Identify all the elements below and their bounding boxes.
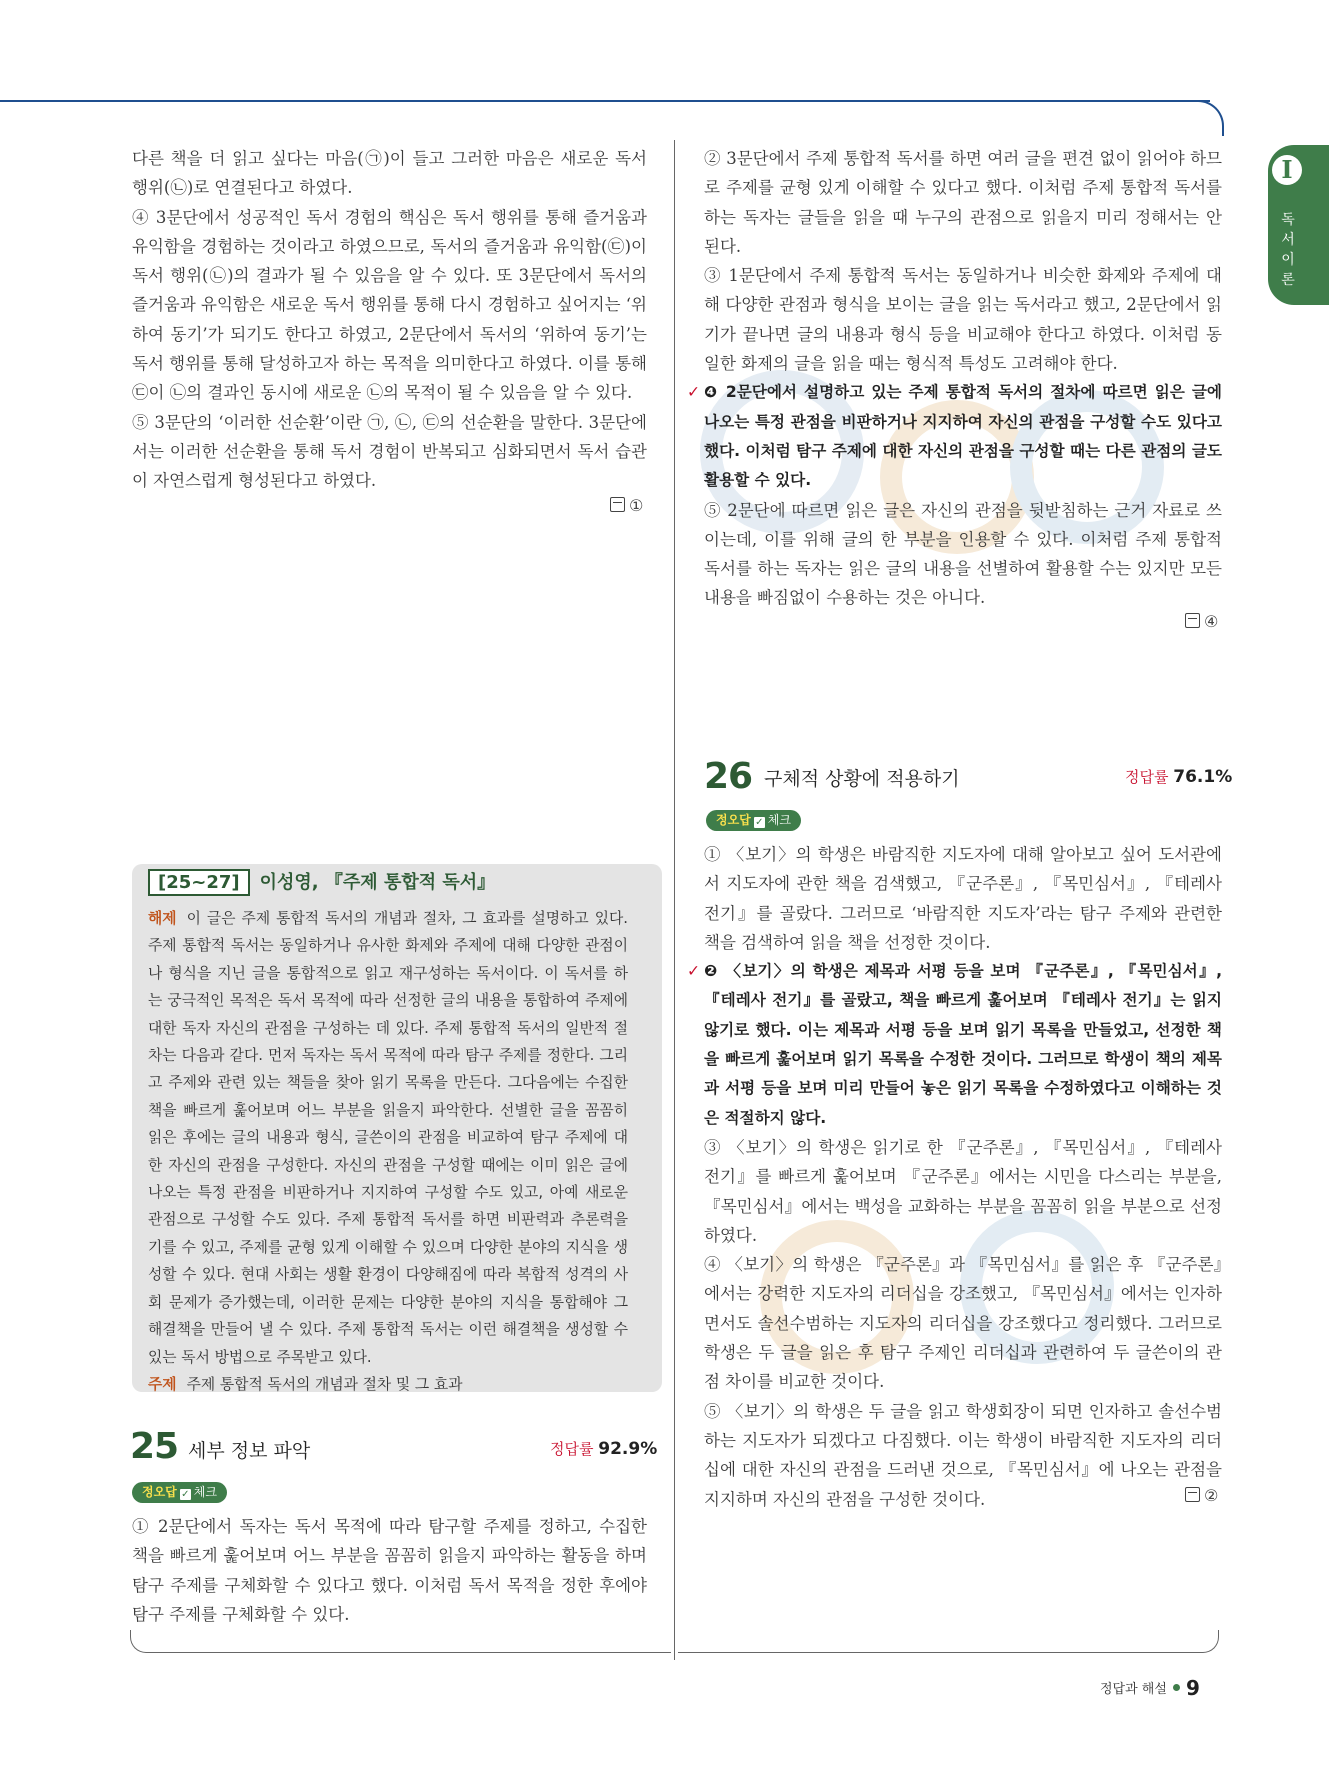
question-number: 26	[704, 756, 753, 797]
answer-icon	[1185, 1487, 1200, 1502]
answer-value: ①	[629, 496, 644, 515]
juje-label: 주제	[148, 1375, 177, 1393]
correct-choice-text: ❹ 2문단에서 설명하고 있는 주제 통합적 독서의 절차에 따르면 읽은 글에 나오는 특정 관점을 비판하거나 지지하여 자신의 관점을 구성할 수도 있다고 했다. 이처럼 탐구 주제에 대한 자신의 관점을 구성할 때는 다른 관점의 글도 활용할 수 있다.	[704, 383, 1222, 490]
correct-rate	[550, 1438, 657, 1459]
check-badge	[706, 810, 801, 831]
juje-block	[148, 1371, 628, 1398]
correct-rate	[1125, 766, 1232, 787]
footer-label: 정답과 해설	[1100, 1682, 1167, 1697]
check-icon: ✓	[687, 383, 701, 402]
answer-icon	[1185, 613, 1200, 628]
answer-marker	[1185, 1486, 1218, 1505]
badge-check-label: 체크	[193, 1485, 217, 1499]
left-top-text	[132, 144, 647, 496]
correct-rate-value: 76.1%	[1173, 767, 1233, 787]
paragraph: ⑤ 3문단의 ‘이러한 선순환’이란 ㉠, ㉡, ㉢의 선순환을 말한다. 3문단에서는 이러한 선순환을 통해 독서 경험이 반복되고 심화되면서 독서 습관이 자연스럽게 형성된다고 하였다.	[132, 412, 647, 491]
answer-icon	[610, 497, 625, 512]
haeje-block	[148, 905, 628, 1371]
page-footer	[1100, 1676, 1200, 1700]
top-rule	[0, 100, 1210, 103]
correct-choice-text: ❷ 〈보기〉의 학생은 제목과 서평 등을 보며 『군주론』, 『목민심서』, 『테레사 전기』를 골랐고, 책을 빠르게 훑어보며 『테레사 전기』는 읽지 않기로 했다. 이는 제목과 서평 등을 보며 읽기 목록을 만들었고, 선정한 책을 빠르게 훑어보며 읽기 목록을 수정한 것이다. 그러므로 학생이 책의 제목과 서평 등을 보며 미리 만들어 놓은 읽기 목록을 수정하였다고 이해하는 것은 적절하지 않다.	[704, 962, 1222, 1127]
answer-marker	[610, 496, 643, 515]
correct-rate-label: 정답률	[550, 1440, 594, 1458]
question-number: 25	[130, 1426, 179, 1467]
question-title: 세부 정보 파악	[188, 1440, 311, 1462]
passage-range: [25~27]	[148, 869, 250, 896]
passage-header	[148, 868, 495, 896]
paragraph: ① 2문단에서 독자는 독서 목적에 따라 탐구할 주제를 정하고, 수집한 책을 빠르게 훑어보며 어느 부분을 꼼꼼히 읽을지 파악하는 활동을 하며 탐구 주제를 구체화할 수 있다고 했다. 이처럼 독서 목적을 정한 후에야 탐구 주제를 구체화할 수 있다.	[132, 1517, 647, 1624]
juje-text: 주제 통합적 독서의 개념과 절차 및 그 효과	[186, 1375, 463, 1393]
right-column-bottom-rule	[678, 1630, 1219, 1653]
badge-check-label: 체크	[767, 813, 791, 827]
chapter-label: 독서 이론	[1281, 212, 1295, 288]
answer-value: ②	[1204, 1486, 1219, 1505]
paragraph: ④ 〈보기〉의 학생은 『군주론』과 『목민심서』를 읽은 후 『군주론』에서는 강력한 지도자의 리더십을 강조했고, 『목민심서』에서는 인자하면서도 솔선수범하는 지도자의 리더십을 강조했다고 정리했다. 그러므로 학생은 두 글을 읽은 후 탐구 주제인 리더십과 관련하여 두 글쓴이의 관점 차이를 비교한 것이다.	[704, 1255, 1222, 1392]
column-divider	[674, 140, 675, 1660]
haeje-text: 이 글은 주제 통합적 독서의 개념과 절차, 그 효과를 설명하고 있다. 주제 통합적 독서는 동일하거나 유사한 화제와 주제에 대해 다양한 관점이나 형식을 지닌 글을 통합적으로 읽고 재구성하는 독서이다. 이 독서를 하는 궁극적인 목적은 독서 목적에 따라 선정한 글의 내용을 통합하여 주제에 대한 독자 자신의 관점을 구성하는 데 있다. 주제 통합적 독서의 일반적 절차는 다음과 같다. 먼저 독자는 독서 목적에 따라 탐구 주제를 정한다. 그리고 주제와 관련 있는 책들을 찾아 읽기 목록을 만든다. 그다음에는 수집한 책을 빠르게 훑어보며 어느 부분을 읽을지 파악한다. 선별한 글을 꼼꼼히 읽은 후에는 글의 내용과 형식, 글쓴이의 관점을 비교하여 탐구 주제에 대한 자신의 관점을 구성한다. 자신의 관점을 구성할 때에는 이미 읽은 글에 나오는 특정 관점을 비판하거나 지지하여 구성할 수도 있고, 아예 새로운 관점으로 구성할 수도 있다. 주제 통합적 독서를 하면 비판력과 추론력을 기를 수 있고, 주제를 균형 있게 이해할 수 있으며 다양한 분야의 지식을 생성할 수 있다. 현대 사회는 생활 환경이 다양해짐에 따라 복합적 성격의 사회 문제가 증가했는데, 이러한 문제는 다양한 분야의 지식을 통합해야 그 해결책을 만들어 낼 수 있다. 주제 통합적 독서는 이런 해결책을 생성할 수 있는 독서 방법으로 주목받고 있다.	[148, 910, 628, 1366]
correct-rate-label: 정답률	[1125, 768, 1169, 786]
haeje-label: 해제	[148, 910, 177, 927]
paragraph: ③ 〈보기〉의 학생은 읽기로 한 『군주론』, 『목민심서』, 『테레사 전기』를 빠르게 훑어보며 『군주론』에서는 시민을 다스리는 부분을, 『목민심서』에서는 백성을 교화하는 부분을 꼼꼼히 읽을 부분으로 선정하였다.	[704, 1137, 1222, 1245]
correct-choice	[687, 378, 1222, 495]
q25-explanation	[132, 1512, 647, 1629]
paragraph: ⑤ 2문단에 따르면 읽은 글은 자신의 관점을 뒷받침하는 근거 자료로 쓰이는데, 이를 위해 글의 한 부분을 인용할 수 있다. 이처럼 주제 통합적 독서를 하는 독자는 읽은 글의 내용을 선별하여 활용할 수는 있지만 모든 내용을 빠짐없이 수용하는 것은 아니다.	[704, 500, 1222, 608]
checkbox-icon: ✓	[181, 1489, 190, 1500]
correct-rate-value: 92.9%	[598, 1439, 658, 1459]
check-badge	[132, 1482, 227, 1503]
check-icon: ✓	[687, 962, 701, 981]
right-top-text	[687, 144, 1222, 613]
footer-dot-icon	[1173, 1684, 1180, 1691]
paragraph: ⑤ 〈보기〉의 학생은 두 글을 읽고 학생회장이 되면 인자하고 솔선수범하는 지도자가 되겠다고 다짐했다. 이는 학생이 바람직한 지도자의 리더십에 대한 자신의 관점을 드러낸 것으로, 『목민심서』에 나오는 관점을 지지하며 자신의 관점을 구성한 것이다.	[704, 1401, 1222, 1509]
chapter-number: I	[1272, 155, 1302, 185]
left-column-bottom-rule	[130, 1630, 671, 1653]
passage-summary	[148, 905, 628, 1398]
paragraph: 다른 책을 더 읽고 싶다는 마음(㉠)이 들고 그러한 마음은 새로운 독서 행위(㉡)로 연결된다고 하였다.	[132, 149, 647, 198]
paragraph: ② 3문단에서 주제 통합적 독서를 하면 여러 글을 편견 없이 읽어야 하므로 주제를 균형 있게 이해할 수 있다고 했다. 이처럼 주제 통합적 독서를 하는 독자는 글들을 읽을 때 누구의 관점으로 읽을지 미리 정해서는 안 된다.	[704, 149, 1222, 256]
passage-title: 이성영, 『주제 통합적 독서』	[259, 872, 496, 893]
badge-label: 정오답	[142, 1485, 177, 1499]
q26-explanation	[687, 840, 1222, 1514]
paragraph: ① 〈보기〉의 학생은 바람직한 지도자에 대해 알아보고 싶어 도서관에서 지도자에 관한 책을 검색했고, 『군주론』, 『목민심서』, 『테레사 전기』를 골랐다. 그러므로 ‘바람직한 지도자’라는 탐구 주제와 관련한 책을 검색하여 읽을 책을 선정한 것이다.	[704, 845, 1222, 952]
paragraph: ③ 1문단에서 주제 통합적 독서는 동일하거나 비슷한 화제와 주제에 대해 다양한 관점과 형식을 보이는 글을 읽는 독서라고 했고, 2문단에서 읽기가 끝나면 글의 내용과 형식 등을 비교해야 한다고 하였다. 이처럼 동일한 화제의 글을 읽을 때는 형식적 특성도 고려해야 한다.	[704, 266, 1222, 374]
answer-value: ④	[1204, 612, 1219, 631]
answer-marker	[1185, 612, 1218, 631]
correct-choice	[687, 957, 1222, 1133]
badge-label: 정오답	[716, 813, 751, 827]
question-title: 구체적 상황에 적용하기	[764, 768, 960, 790]
checkbox-icon: ✓	[755, 817, 764, 828]
paragraph: ④ 3문단에서 성공적인 독서 경험의 핵심은 독서 행위를 통해 즐거움과 유익함을 경험하는 것이라고 하였으므로, 독서의 즐거움과 유익함(㉢)이 독서 행위(㉡)의 결과가 될 수 있음을 알 수 있다. 또 3문단에서 독서의 즐거움과 유익함은 새로운 독서 행위를 통해 다시 경험하고 싶어지는 ‘위하여 동기’가 되기도 한다고 하였고, 2문단에서 독서의 ‘위하여 동기’는 독서 행위를 통해 달성하고자 하는 목적을 의미한다고 하였다. 이를 통해 ㉢이 ㉡의 결과인 동시에 새로운 ㉡의 목적이 될 수 있음을 알 수 있다.	[132, 207, 647, 403]
top-rule-corner	[1196, 100, 1224, 136]
page-number: 9	[1185, 1676, 1200, 1700]
